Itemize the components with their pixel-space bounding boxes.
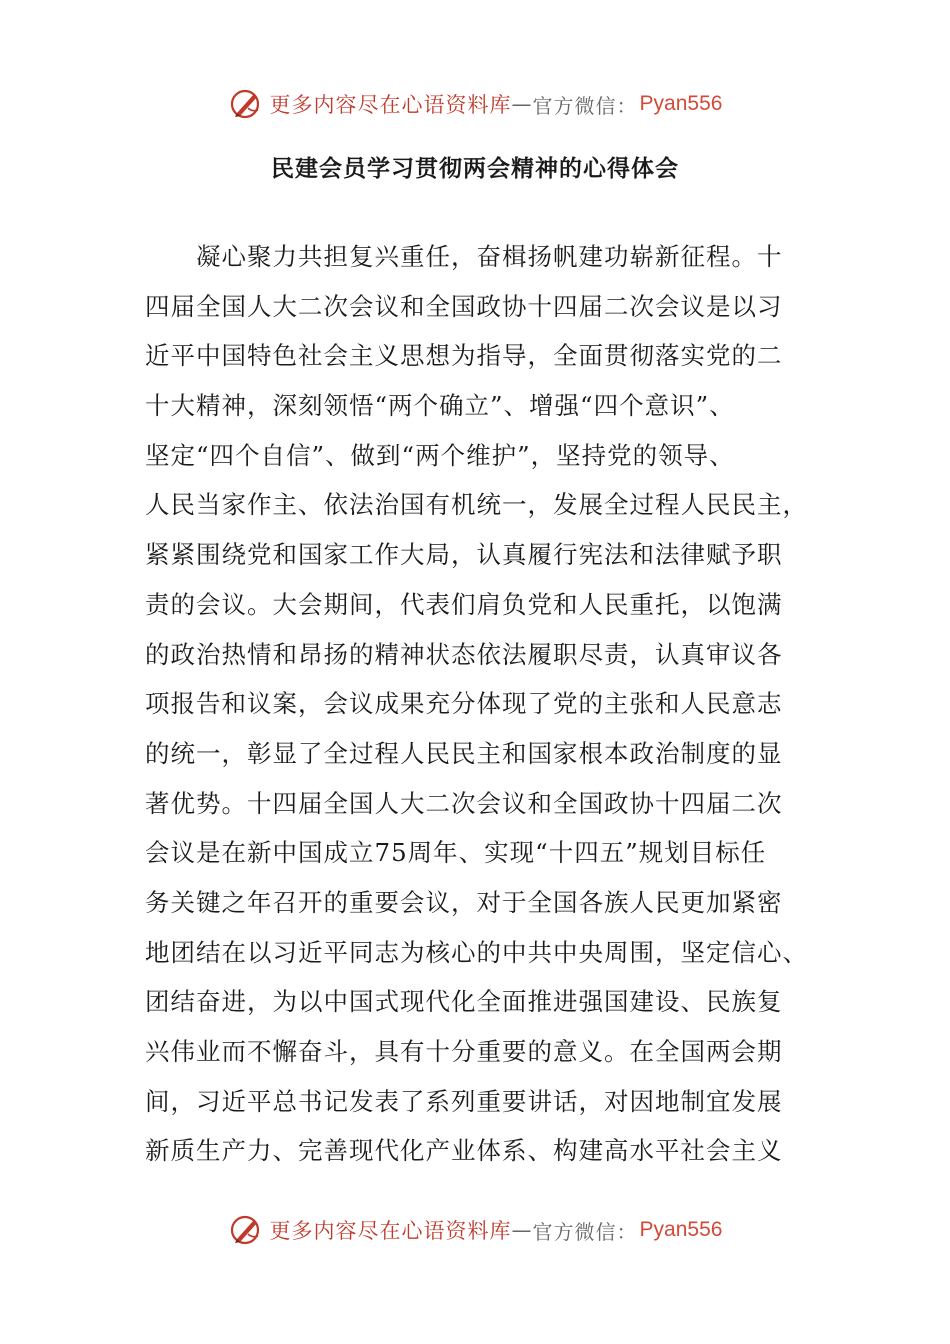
banner-site-text: 更多内容尽在心语资料库 [269, 93, 512, 117]
body-line: 四届全国人大二次会议和全国政协十四届二次会议是以习 [145, 291, 783, 321]
body-line: 兴伟业而不懈奋斗，具有十分重要的意义。在全国两会期 [145, 1037, 783, 1066]
banner-wechat-id: Pyan556 [639, 1218, 723, 1241]
body-line: 近平中国特色社会主义思想为指导，全面贯彻落实党的二 [145, 341, 783, 371]
body-line: 的统一，彰显了全过程人民民主和国家根本政治制度的显 [145, 738, 783, 768]
body-line: 十大精神，深刻领悟“两个确立”、增强“四个意识”、 [145, 391, 735, 421]
document-body [145, 232, 808, 1176]
body-line: 团结奋进，为以中国式现代化全面推进强国建设、民族复 [145, 987, 783, 1017]
body-line: 新质生产力、完善现代化产业体系、构建高水平社会主义 [145, 1136, 783, 1166]
body-line: 地团结在以习近平同志为核心的中共中央周围，坚定信心、 [145, 937, 808, 967]
pen-logo-icon [228, 86, 264, 122]
document-title: 民建会员学习贯彻两会精神的心得体会 [271, 156, 679, 182]
body-line: 著优势。十四届全国人大二次会议和全国政协十四届二次 [145, 788, 783, 818]
body-line: 务关键之年召开的重要会议，对于全国各族人民更加紧密 [145, 887, 783, 917]
body-line: 人民当家作主、依法治国有机统一，发展全过程人民民主， [145, 490, 808, 520]
body-line: 责的会议。大会期间，代表们肩负党和人民重托，以饱满 [145, 589, 783, 619]
body-line: 坚定“四个自信”、做到“两个维护”，坚持党的领导、 [145, 440, 735, 470]
banner-wechat-label: 官方微信： [532, 93, 638, 118]
body-line: 紧紧围绕党和国家工作大局，认真履行宪法和法律赋予职 [145, 540, 783, 570]
body-line: 凝心聚力共担复兴重任，奋楫扬帆建功崭新征程。十 [145, 242, 783, 271]
body-line: 会议是在新中国成立75周年、实现“十四五”规划目标任 [145, 838, 767, 868]
body-line: 项报告和议案，会议成果充分体现了党的主张和人民意志 [145, 689, 783, 719]
pen-logo-icon [228, 1212, 264, 1248]
body-line: 间，习近平总书记发表了系列重要讲话，对因地制宜发展 [145, 1086, 783, 1116]
banner-wechat-label: 官方微信： [532, 1219, 638, 1244]
banner-dash: — [511, 92, 533, 116]
banner-site-text: 更多内容尽在心语资料库 [269, 1219, 512, 1243]
banner-wechat-id: Pyan556 [639, 92, 723, 115]
footer-banner [0, 1208, 950, 1252]
header-banner [0, 82, 950, 126]
banner-dash: — [511, 1218, 533, 1242]
body-line: 的政治热情和昂扬的精神状态依法履职尽责，认真审议各 [145, 639, 783, 669]
